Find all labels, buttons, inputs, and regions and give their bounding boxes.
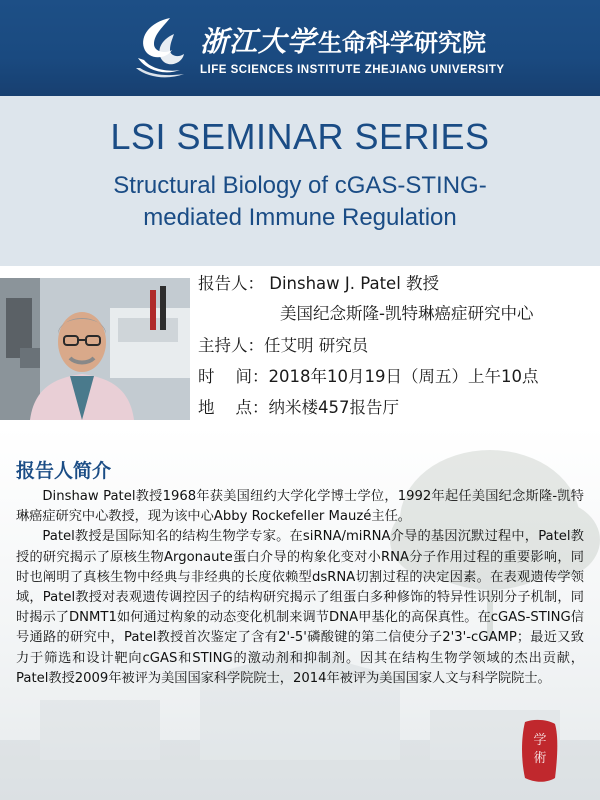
place-label: 地 点： bbox=[198, 398, 269, 417]
speaker-photo-illustration bbox=[0, 278, 190, 420]
time-label: 时 间： bbox=[198, 367, 269, 386]
bio-text bbox=[16, 487, 584, 689]
university-name-cn: 浙江大学 bbox=[200, 25, 317, 58]
seminar-series-title: LSI SEMINAR SERIES bbox=[110, 116, 490, 157]
host-name: 任艾明 研究员 bbox=[264, 336, 369, 355]
seminar-time: 2018年10月19日（周五）上午10点 bbox=[268, 367, 539, 386]
talk-title-line1: Structural Biology of cGAS-STING- bbox=[113, 172, 487, 199]
seminar-place: 纳米楼457报告厅 bbox=[268, 398, 399, 417]
speaker-row bbox=[198, 270, 439, 294]
speaker-affiliation: 美国纪念斯隆-凯特琳癌症研究中心 bbox=[280, 304, 534, 323]
speaker-name: Dinshaw J. Patel 教授 bbox=[269, 274, 440, 293]
zju-wave-logo-icon bbox=[130, 14, 192, 80]
seal-text-2: 術 bbox=[533, 751, 547, 766]
talk-title bbox=[40, 170, 560, 234]
header-banner bbox=[0, 0, 600, 96]
bio-heading: 报告人简介 bbox=[16, 460, 112, 482]
university-name bbox=[200, 20, 486, 60]
affiliation-row bbox=[280, 300, 533, 324]
place-row bbox=[198, 394, 399, 418]
speaker-label: 报告人： bbox=[198, 274, 264, 293]
institute-name-en: LIFE SCIENCES INSTITUTE ZHEJIANG UNIVERSITY bbox=[200, 64, 505, 76]
seal-text-1: 学 bbox=[533, 733, 547, 748]
host-label: 主持人： bbox=[198, 336, 264, 355]
bio-paragraph-1: Dinshaw Patel教授1968年获美国纽约大学化学博士学位，1992年起任美国纪念斯隆-凯特琳癌症研究中心教授，现为该中心Abby Rockefeller Mauzé主任。 bbox=[16, 489, 584, 525]
speaker-photo bbox=[0, 278, 190, 420]
talk-title-line2: mediated Immune Regulation bbox=[143, 204, 457, 231]
bio-paragraph-2: Patel教授是国际知名的结构生物学专家。在siRNA/miRNA介导的基因沉默过程中，Patel教授的研究揭示了原核生物Argonaute蛋白介导的构象化变对小RNA分子作用过程的重要影响，同时也阐明了真核生物中经典与非经典的长度依赖型dsRNA切割过程的决定因素。在表观遗传学领域，Patel教授对表观遗传调控因子的结构研究揭示了组蛋白多种修饰的特异性识别分子机制，同时揭示了DNMT1如何通过构象的动态变化机制来调节DNA甲基化的高保真性。在cGAS-STING信号通路的研究中，Patel教授首次鉴定了含有2'-5'磷酸键的第二信使分子2'3'-cGAMP；最近又致力于筛选和设计靶向cGAS和STING的激动剂和抑制剂。因其在结构生物学领域的杰出贡献，Patel教授2009年被评为美国国家科学院院士，2014年被评为美国国家人文与科学院院士。 bbox=[16, 529, 584, 686]
time-row bbox=[198, 363, 538, 387]
host-row bbox=[198, 332, 368, 356]
red-seal-stamp bbox=[519, 718, 561, 784]
institute-name-cn: 生命科学研究院 bbox=[318, 29, 487, 57]
